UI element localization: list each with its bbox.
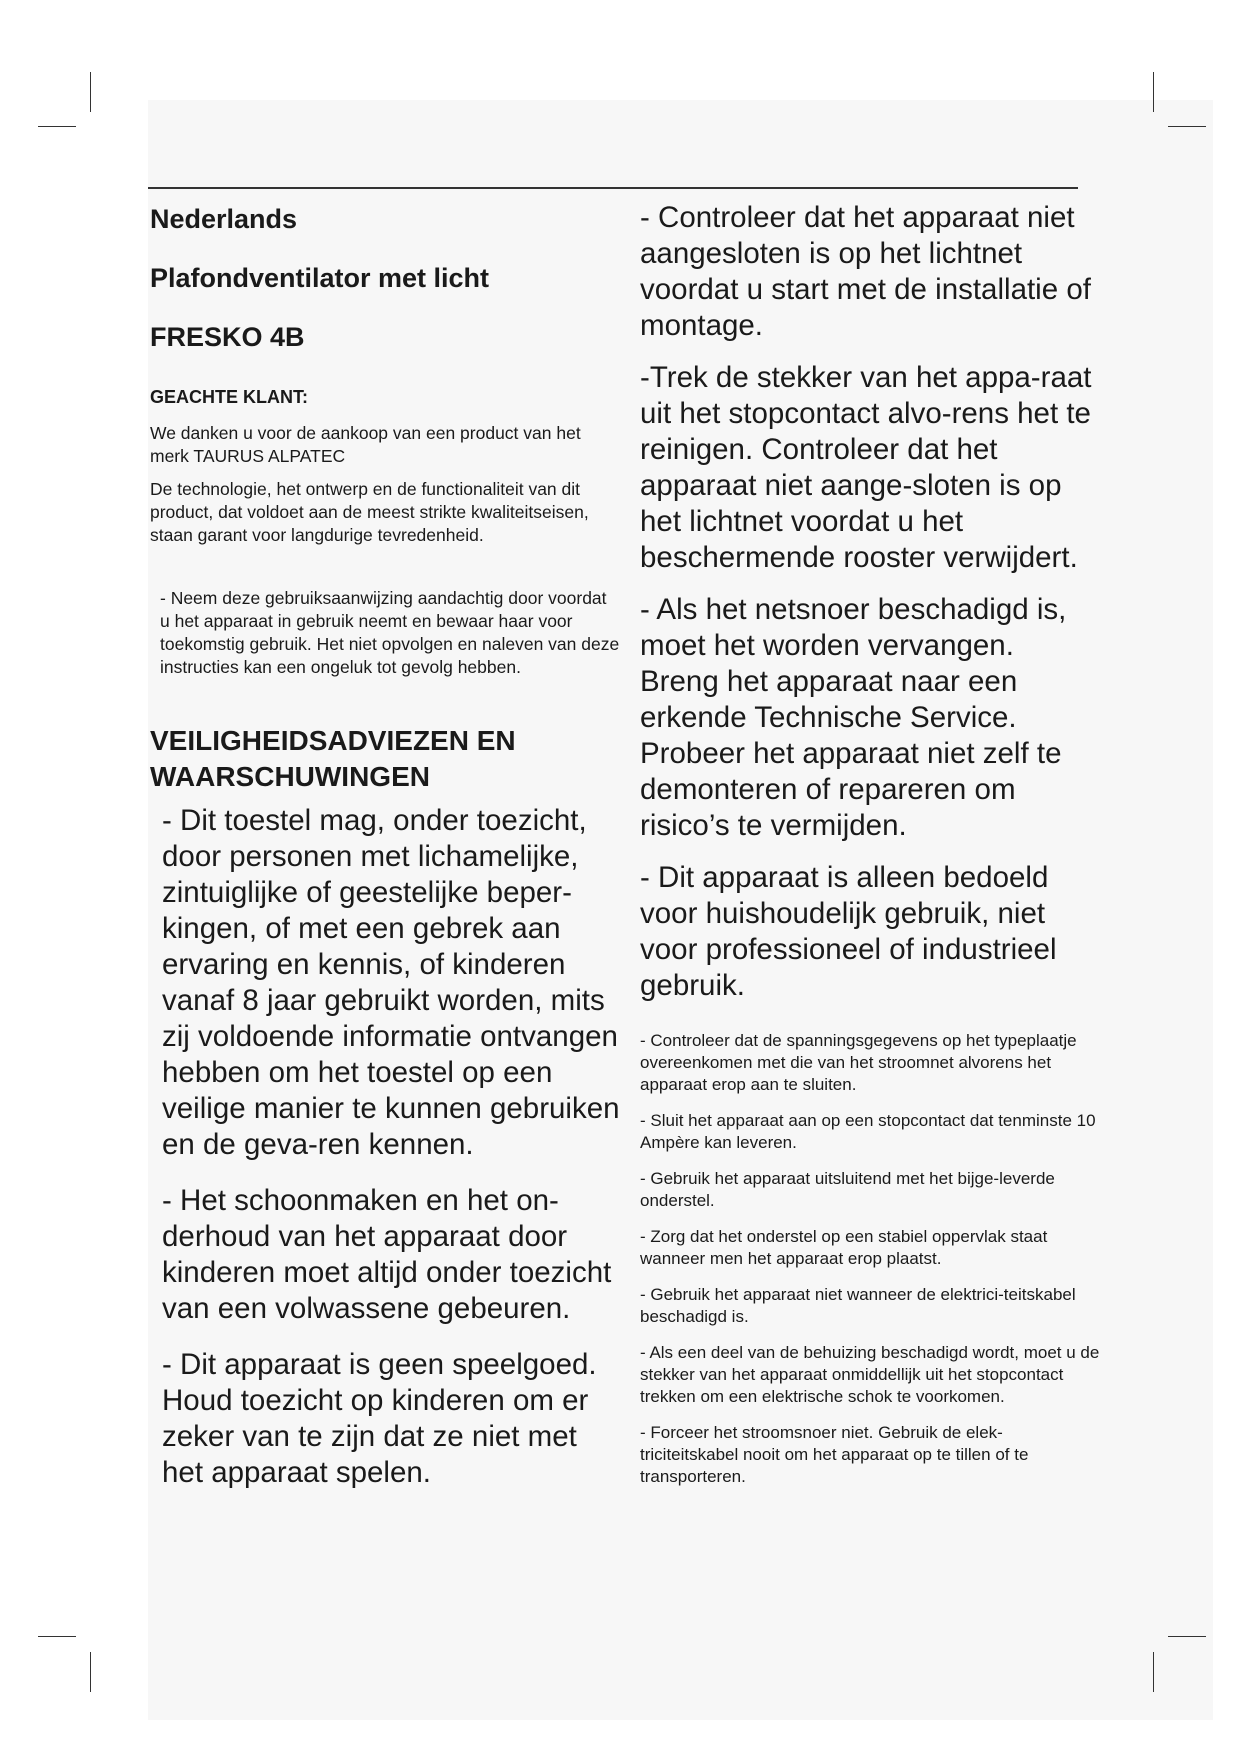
crop-mark: [1168, 1636, 1206, 1637]
safety-heading: VEILIGHEIDSADVIEZEN EN WAARSCHUWINGEN: [150, 725, 516, 792]
safety-item: - Dit apparaat is alleen bedoeld voor huishoudelijk gebruik, niet voor professioneel of industrieel gebruik.: [640, 861, 1057, 1002]
crop-mark: [1153, 72, 1154, 112]
safety-item: - Controleer dat het apparaat niet aangesloten is op het lichtnet voordat u start met de installatie of montage.: [640, 201, 1091, 342]
safety-item: - Zorg dat het onderstel op een stabiel oppervlak staat wanneer men het apparaat erop plaatst.: [640, 1227, 1048, 1268]
safety-item: - Forceer het stroomsnoer niet. Gebruik de elek-triciteitskabel nooit om het apparaat op te tillen of te transporteren.: [640, 1423, 1029, 1486]
crop-mark: [38, 126, 76, 127]
language-heading: Nederlands: [150, 204, 298, 234]
crop-mark: [1168, 126, 1206, 127]
safety-item: - Sluit het apparaat aan op een stopcontact dat tenminste 10 Ampère kan leveren.: [640, 1111, 1096, 1152]
crop-mark: [1153, 1652, 1154, 1692]
crop-mark: [90, 72, 91, 112]
greeting-heading: GEACHTE KLANT:: [150, 387, 308, 407]
read-notice-paragraph: - Neem deze gebruiksaanwijzing aandachtig door voordat u het apparaat in gebruik neemt en bewaar haar voor toekomstig gebruik. Het niet opvolgen en naleven van deze instructies kan een ongeluk tot gevolg hebben.: [160, 588, 620, 677]
model-heading: FRESKO 4B: [150, 322, 305, 352]
right-column: [640, 200, 1100, 1502]
crop-mark: [38, 1636, 76, 1637]
crop-mark: [90, 1652, 91, 1692]
safety-item: -Trek de stekker van het appa-raat uit het stopcontact alvo-rens het te reinigen. Controleer dat het apparaat niet aange-sloten is op het lichtnet voordat u het beschermende rooster verwijdert.: [640, 361, 1092, 574]
safety-item: - Gebruik het apparaat uitsluitend met het bijge-leverde onderstel.: [640, 1169, 1055, 1210]
safety-item: - Gebruik het apparaat niet wanneer de elektrici-teitskabel beschadigd is.: [640, 1285, 1076, 1326]
left-column: [150, 200, 620, 1511]
safety-item: - Het schoonmaken en het on-derhoud van het apparaat door kinderen moet altijd onder toezicht van een volwassene gebeuren.: [162, 1184, 612, 1325]
small-safety-list: [640, 1030, 1100, 1488]
header-rule: [148, 187, 1078, 189]
thanks-paragraph: We danken u voor de aankoop van een product van het merk TAURUS ALPATEC: [150, 423, 581, 466]
safety-item: - Dit apparaat is geen speelgoed. Houd toezicht op kinderen om er zeker van te zijn dat ze niet met het apparaat spelen.: [162, 1348, 597, 1489]
product-type-heading: Plafondventilator met licht: [150, 263, 490, 293]
safety-item: - Controleer dat de spanningsgegevens op het typeplaatje overeenkomen met die van het stroomnet alvorens het apparaat erop aan te sluiten.: [640, 1031, 1077, 1094]
technology-paragraph: De technologie, het ontwerp en de functionaliteit van dit product, dat voldoet aan de meest strikte kwaliteitseisen, staan garant voor langdurige tevredenheid.: [150, 479, 589, 545]
safety-item: - Dit toestel mag, onder toezicht, door personen met lichamelijke, zintuiglijke of geestelijke beper-kingen, of met een gebrek aan ervaring en kennis, of kinderen vanaf 8 jaar gebruikt worden, mits zij voldoende informatie ontvangen hebben om het toestel op een veilige manier te kunnen gebruiken en de geva-ren kennen.: [162, 804, 620, 1161]
safety-item: - Als het netsnoer beschadigd is, moet het worden vervangen. Breng het apparaat naar een erkende Technische Service. Probeer het apparaat niet zelf te demonteren of repareren om risico’s te vermijden.: [640, 593, 1067, 842]
safety-item: - Als een deel van de behuizing beschadigd wordt, moet u de stekker van het apparaat onmiddellijk uit het stopcontact trekken om een elektrische schok te voorkomen.: [640, 1343, 1100, 1406]
